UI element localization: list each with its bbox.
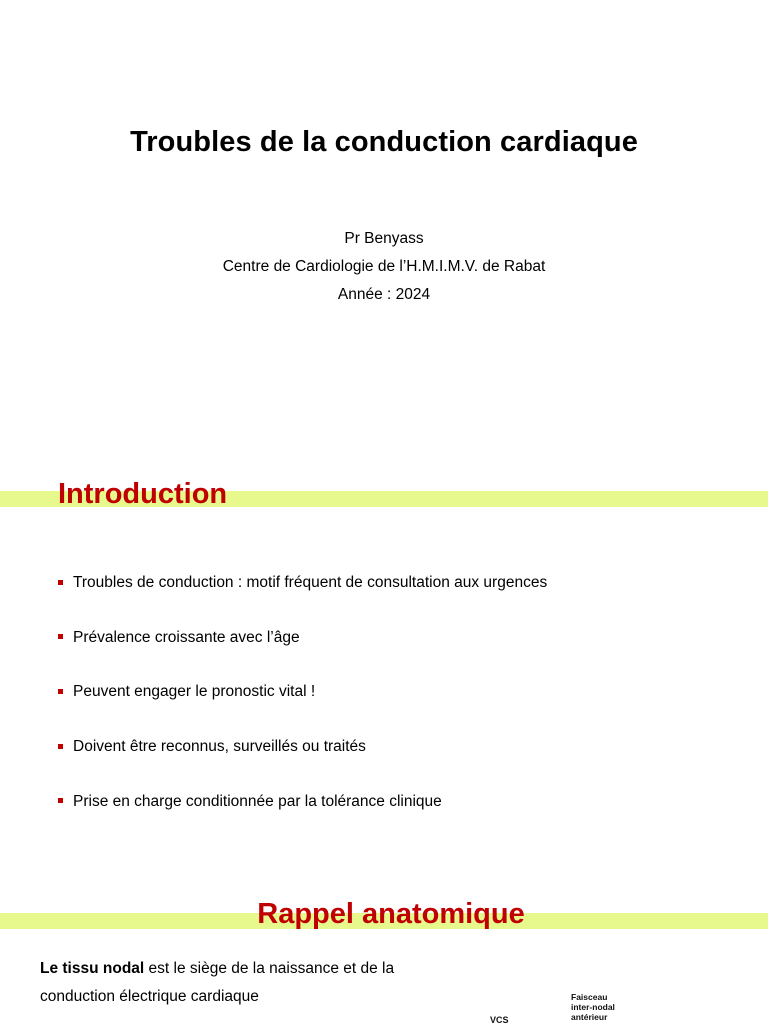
list-item: [58, 787, 547, 842]
bullet-text: Prévalence croissante avec l’âge: [73, 628, 300, 646]
diagram-label-vcs: VCS: [490, 1015, 509, 1024]
square-bullet-icon: [58, 798, 63, 803]
diagram-label-line: antérieur: [571, 1012, 608, 1022]
introduction-bullet-list: [58, 569, 547, 842]
bold-lead-text: Le tissu nodal: [40, 960, 145, 977]
list-item: [58, 569, 547, 624]
square-bullet-icon: [58, 689, 63, 694]
bullet-text: Doivent être reconnus, surveillés ou traités: [73, 738, 366, 756]
year-label: Année : 2024: [337, 286, 431, 303]
document-title: Troubles de la conduction cardiaque: [130, 126, 638, 158]
author-name: Pr Benyass: [344, 230, 424, 247]
tissu-nodal-paragraph: [40, 955, 460, 1011]
list-item: [58, 624, 547, 679]
list-item: [58, 678, 547, 733]
square-bullet-icon: [58, 744, 63, 749]
diagram-label-faisceau: [571, 992, 615, 1022]
institution-name: Centre de Cardiologie de l’H.M.I.M.V. de Rabat: [222, 258, 546, 275]
bullet-text: Peuvent engager le pronostic vital !: [73, 683, 316, 701]
bullet-text: Troubles de conduction : motif fréquent de consultation aux urgences: [73, 574, 548, 592]
diagram-label-line: Faisceau: [571, 992, 608, 1002]
bullet-text: Prise en charge conditionnée par la tolérance clinique: [73, 792, 442, 810]
section-heading-introduction: Introduction: [58, 478, 228, 510]
square-bullet-icon: [58, 634, 63, 639]
square-bullet-icon: [58, 580, 63, 585]
paragraph-text: est le siège de la naissance et de la conduction électrique cardiaque: [40, 960, 395, 1005]
diagram-label-line: inter-nodal: [571, 1002, 615, 1012]
section-heading-rappel: Rappel anatomique: [257, 898, 525, 930]
list-item: [58, 733, 547, 788]
